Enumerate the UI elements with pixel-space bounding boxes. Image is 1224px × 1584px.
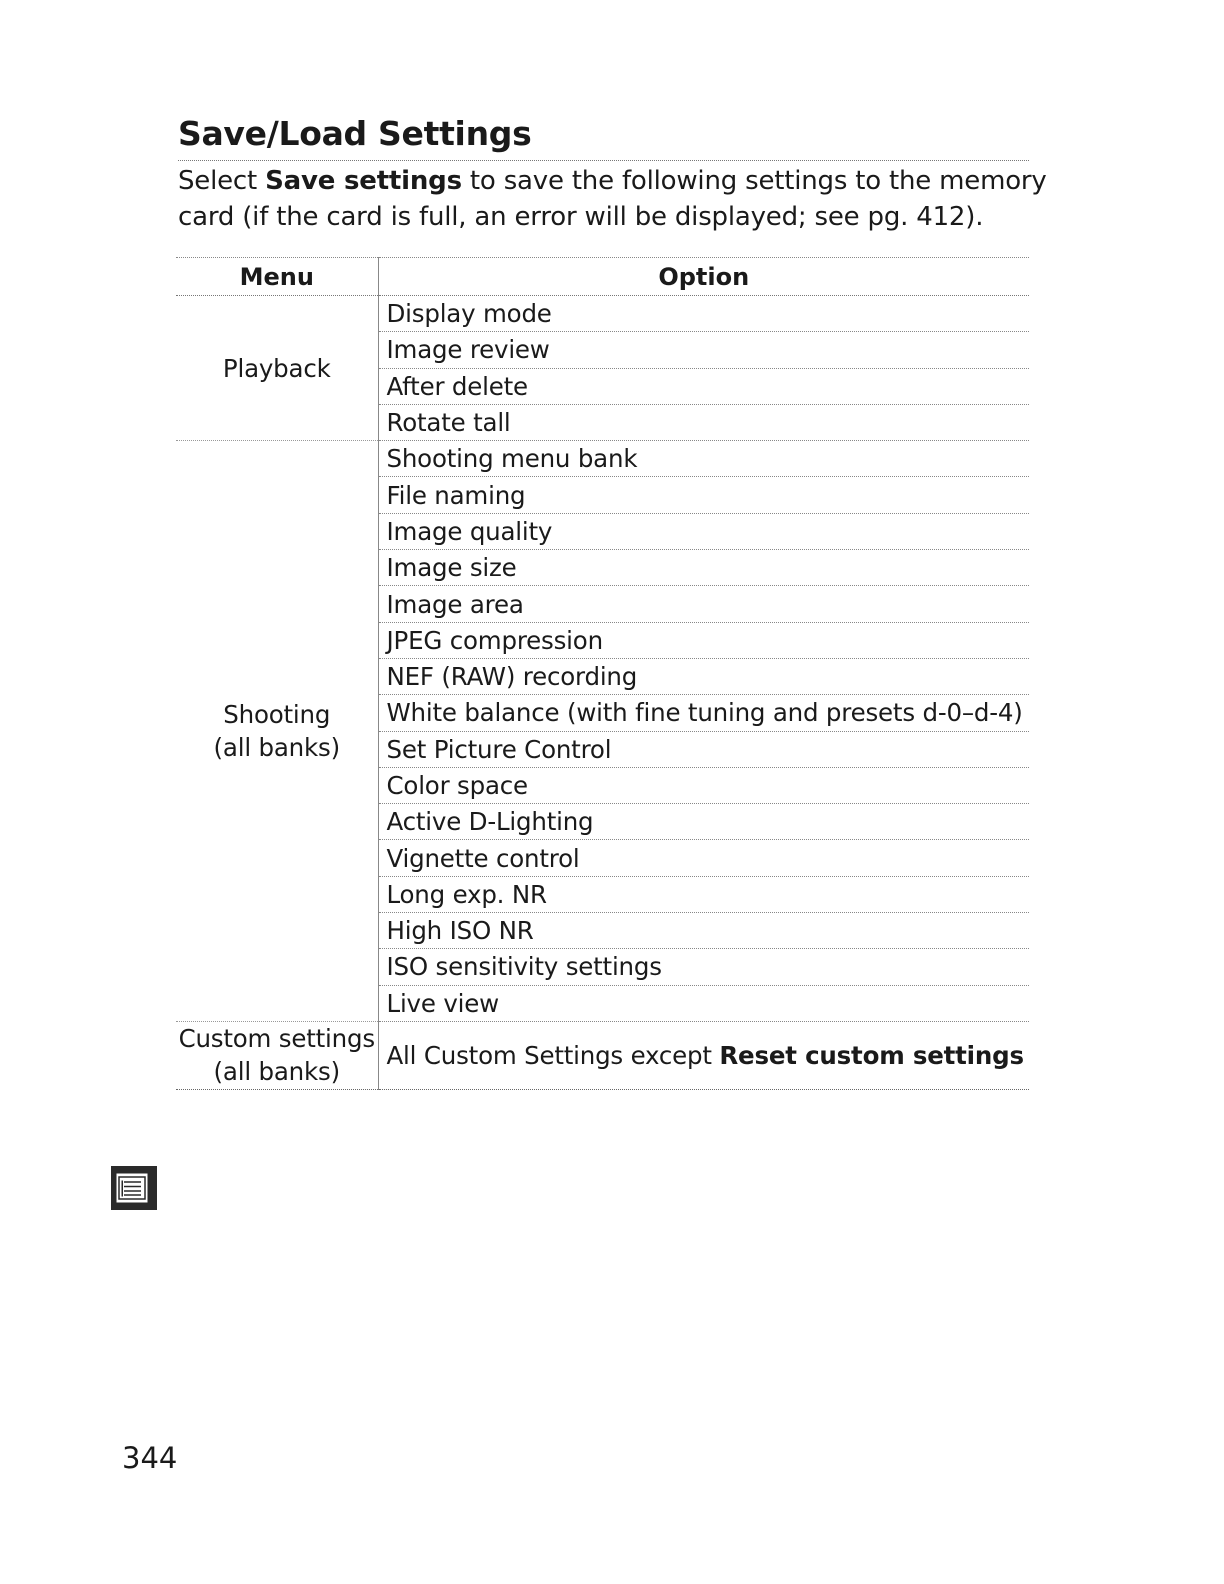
option-cell: High ISO NR (378, 913, 1029, 949)
option-cell: NEF (RAW) recording (378, 658, 1029, 694)
option-cell: Display mode (378, 296, 1029, 332)
option-cell: Set Picture Control (378, 731, 1029, 767)
title-divider (178, 160, 1029, 161)
option-cell: Color space (378, 767, 1029, 803)
option-cell: Image review (378, 332, 1029, 368)
page-title: Save/Load Settings (178, 114, 532, 153)
option-text: All Custom Settings except (386, 1040, 720, 1070)
option-column-header: Option (378, 258, 1029, 296)
save-settings-term: Save settings (265, 166, 462, 196)
reset-custom-settings-term: Reset custom settings (719, 1040, 1024, 1070)
option-cell: Vignette control (378, 840, 1029, 876)
setup-menu-icon (110, 1165, 158, 1211)
menu-sublabel: (all banks) (213, 1057, 340, 1087)
menu-sublabel: (all banks) (213, 733, 340, 763)
option-cell: Image size (378, 550, 1029, 586)
table-row (176, 296, 1029, 332)
table-header-row (176, 258, 1029, 296)
option-cell: File naming (378, 477, 1029, 513)
menu-label: Playback (222, 353, 331, 383)
settings-table (176, 257, 1029, 1090)
intro-text-end: to save the following settings to the memory card (if the card is full, an error will be displayed; see pg. 412). (178, 166, 1047, 232)
menu-label: Custom settings (178, 1024, 375, 1054)
menu-cell-custom-settings (176, 1021, 378, 1089)
option-cell: Long exp. NR (378, 876, 1029, 912)
menu-label: Shooting (223, 700, 331, 730)
option-cell: Active D-Lighting (378, 804, 1029, 840)
intro-text-start: Select (178, 166, 266, 196)
page-number: 344 (122, 1441, 178, 1475)
option-cell: Live view (378, 985, 1029, 1021)
option-cell: White balance (with fine tuning and presets d-0–d-4) (378, 695, 1029, 731)
option-cell: Image quality (378, 513, 1029, 549)
intro-paragraph (178, 163, 1048, 235)
option-cell: JPEG compression (378, 622, 1029, 658)
option-cell: Shooting menu bank (378, 441, 1029, 477)
menu-cell-playback (176, 296, 378, 441)
option-cell: After delete (378, 368, 1029, 404)
option-cell: Image area (378, 586, 1029, 622)
option-cell (378, 1021, 1029, 1089)
option-cell: Rotate tall (378, 404, 1029, 440)
option-cell: ISO sensitivity settings (378, 949, 1029, 985)
table-row (176, 1021, 1029, 1089)
table-row (176, 441, 1029, 477)
menu-cell-shooting (176, 441, 378, 1022)
menu-column-header: Menu (176, 258, 378, 296)
